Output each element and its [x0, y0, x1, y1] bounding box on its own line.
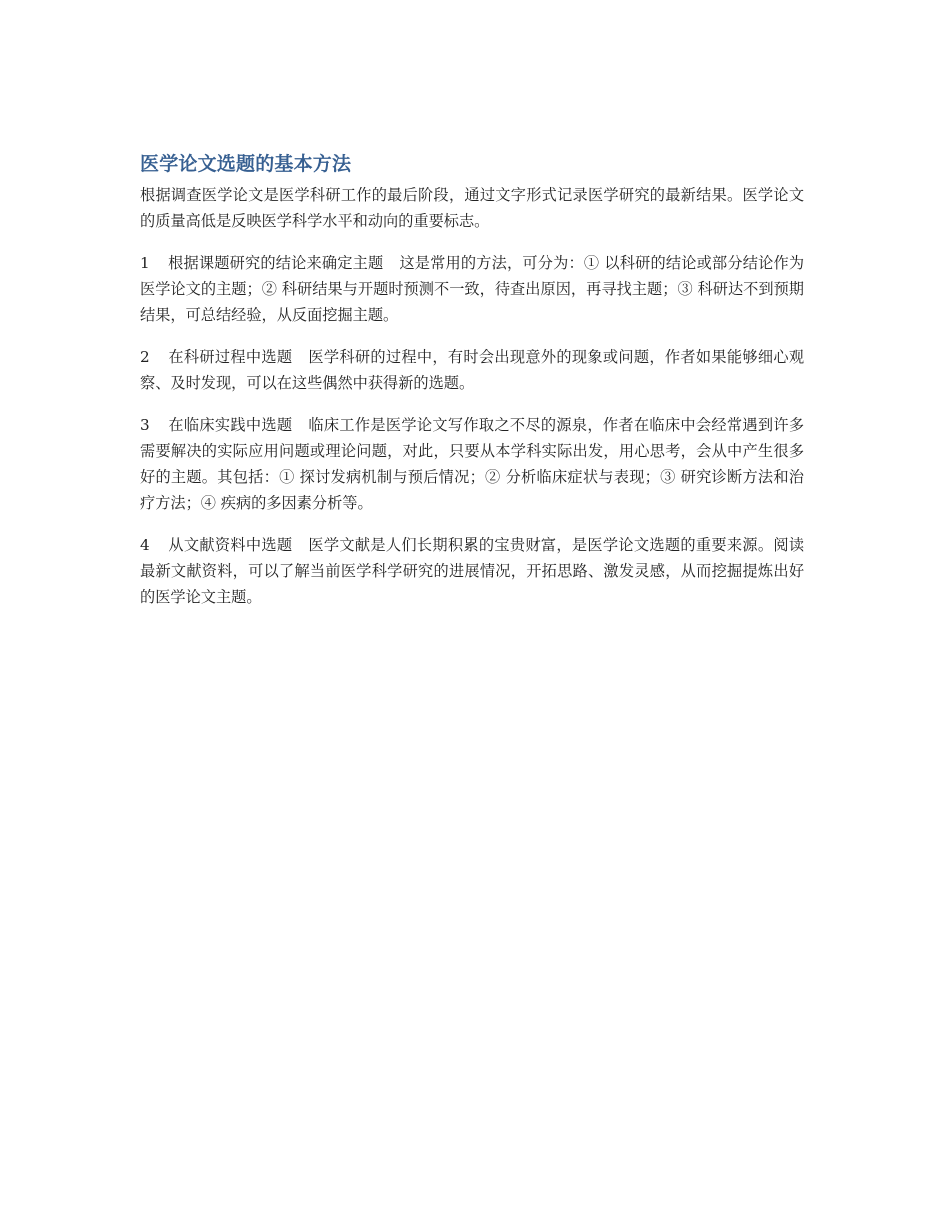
document-title: 医学论文选题的基本方法 — [140, 153, 352, 175]
section-2 — [140, 344, 804, 396]
section-1-body: 这是常用的方法，可分为：① 以科研的结论或部分结论作为医学论文的主题；② 科研结果与开题时预测不一致，待查出原因，再寻找主题；③ 科研达不到预期结果，可总结经验，从反面挖掘主题。 — [140, 254, 805, 324]
section-3-heading: 在临床实践中选题 — [168, 416, 293, 434]
section-4-heading: 从文献资料中选题 — [168, 536, 293, 554]
section-1 — [140, 250, 804, 328]
section-4-body: 医学文献是人们长期积累的宝贵财富，是医学论文选题的重要来源。阅读最新文献资料，可以了解当前医学科学研究的进展情况，开拓思路、激发灵感，从而挖掘提炼出好的医学论文主题。 — [140, 536, 804, 606]
section-3-number: 3 — [140, 416, 150, 434]
section-4-number: 4 — [140, 536, 150, 554]
section-2-heading: 在科研过程中选题 — [168, 348, 293, 366]
section-2-body: 医学科研的过程中，有时会出现意外的现象或问题，作者如果能够细心观察、及时发现，可以在这些偶然中获得新的选题。 — [140, 348, 804, 392]
intro-paragraph: 根据调查医学论文是医学科研工作的最后阶段，通过文字形式记录医学研究的最新结果。医学论文的质量高低是反映医学科学水平和动向的重要标志。 — [140, 186, 804, 230]
document-content — [140, 150, 804, 626]
section-1-heading: 根据课题研究的结论来确定主题 — [168, 254, 384, 272]
section-1-number: 1 — [140, 254, 150, 272]
section-3-body: 临床工作是医学论文写作取之不尽的源泉，作者在临床中会经常遇到许多需要解决的实际应用问题或理论问题，对此，只要从本学科实际出发，用心思考，会从中产生很多好的主题。其包括：① 探讨发病机制与预后情况；② 分析临床症状与表现；③ 研究诊断方法和治疗方法；④ 疾病的多因素分析等。 — [140, 416, 804, 512]
section-2-number: 2 — [140, 348, 150, 366]
section-3 — [140, 412, 804, 516]
section-4 — [140, 532, 804, 610]
